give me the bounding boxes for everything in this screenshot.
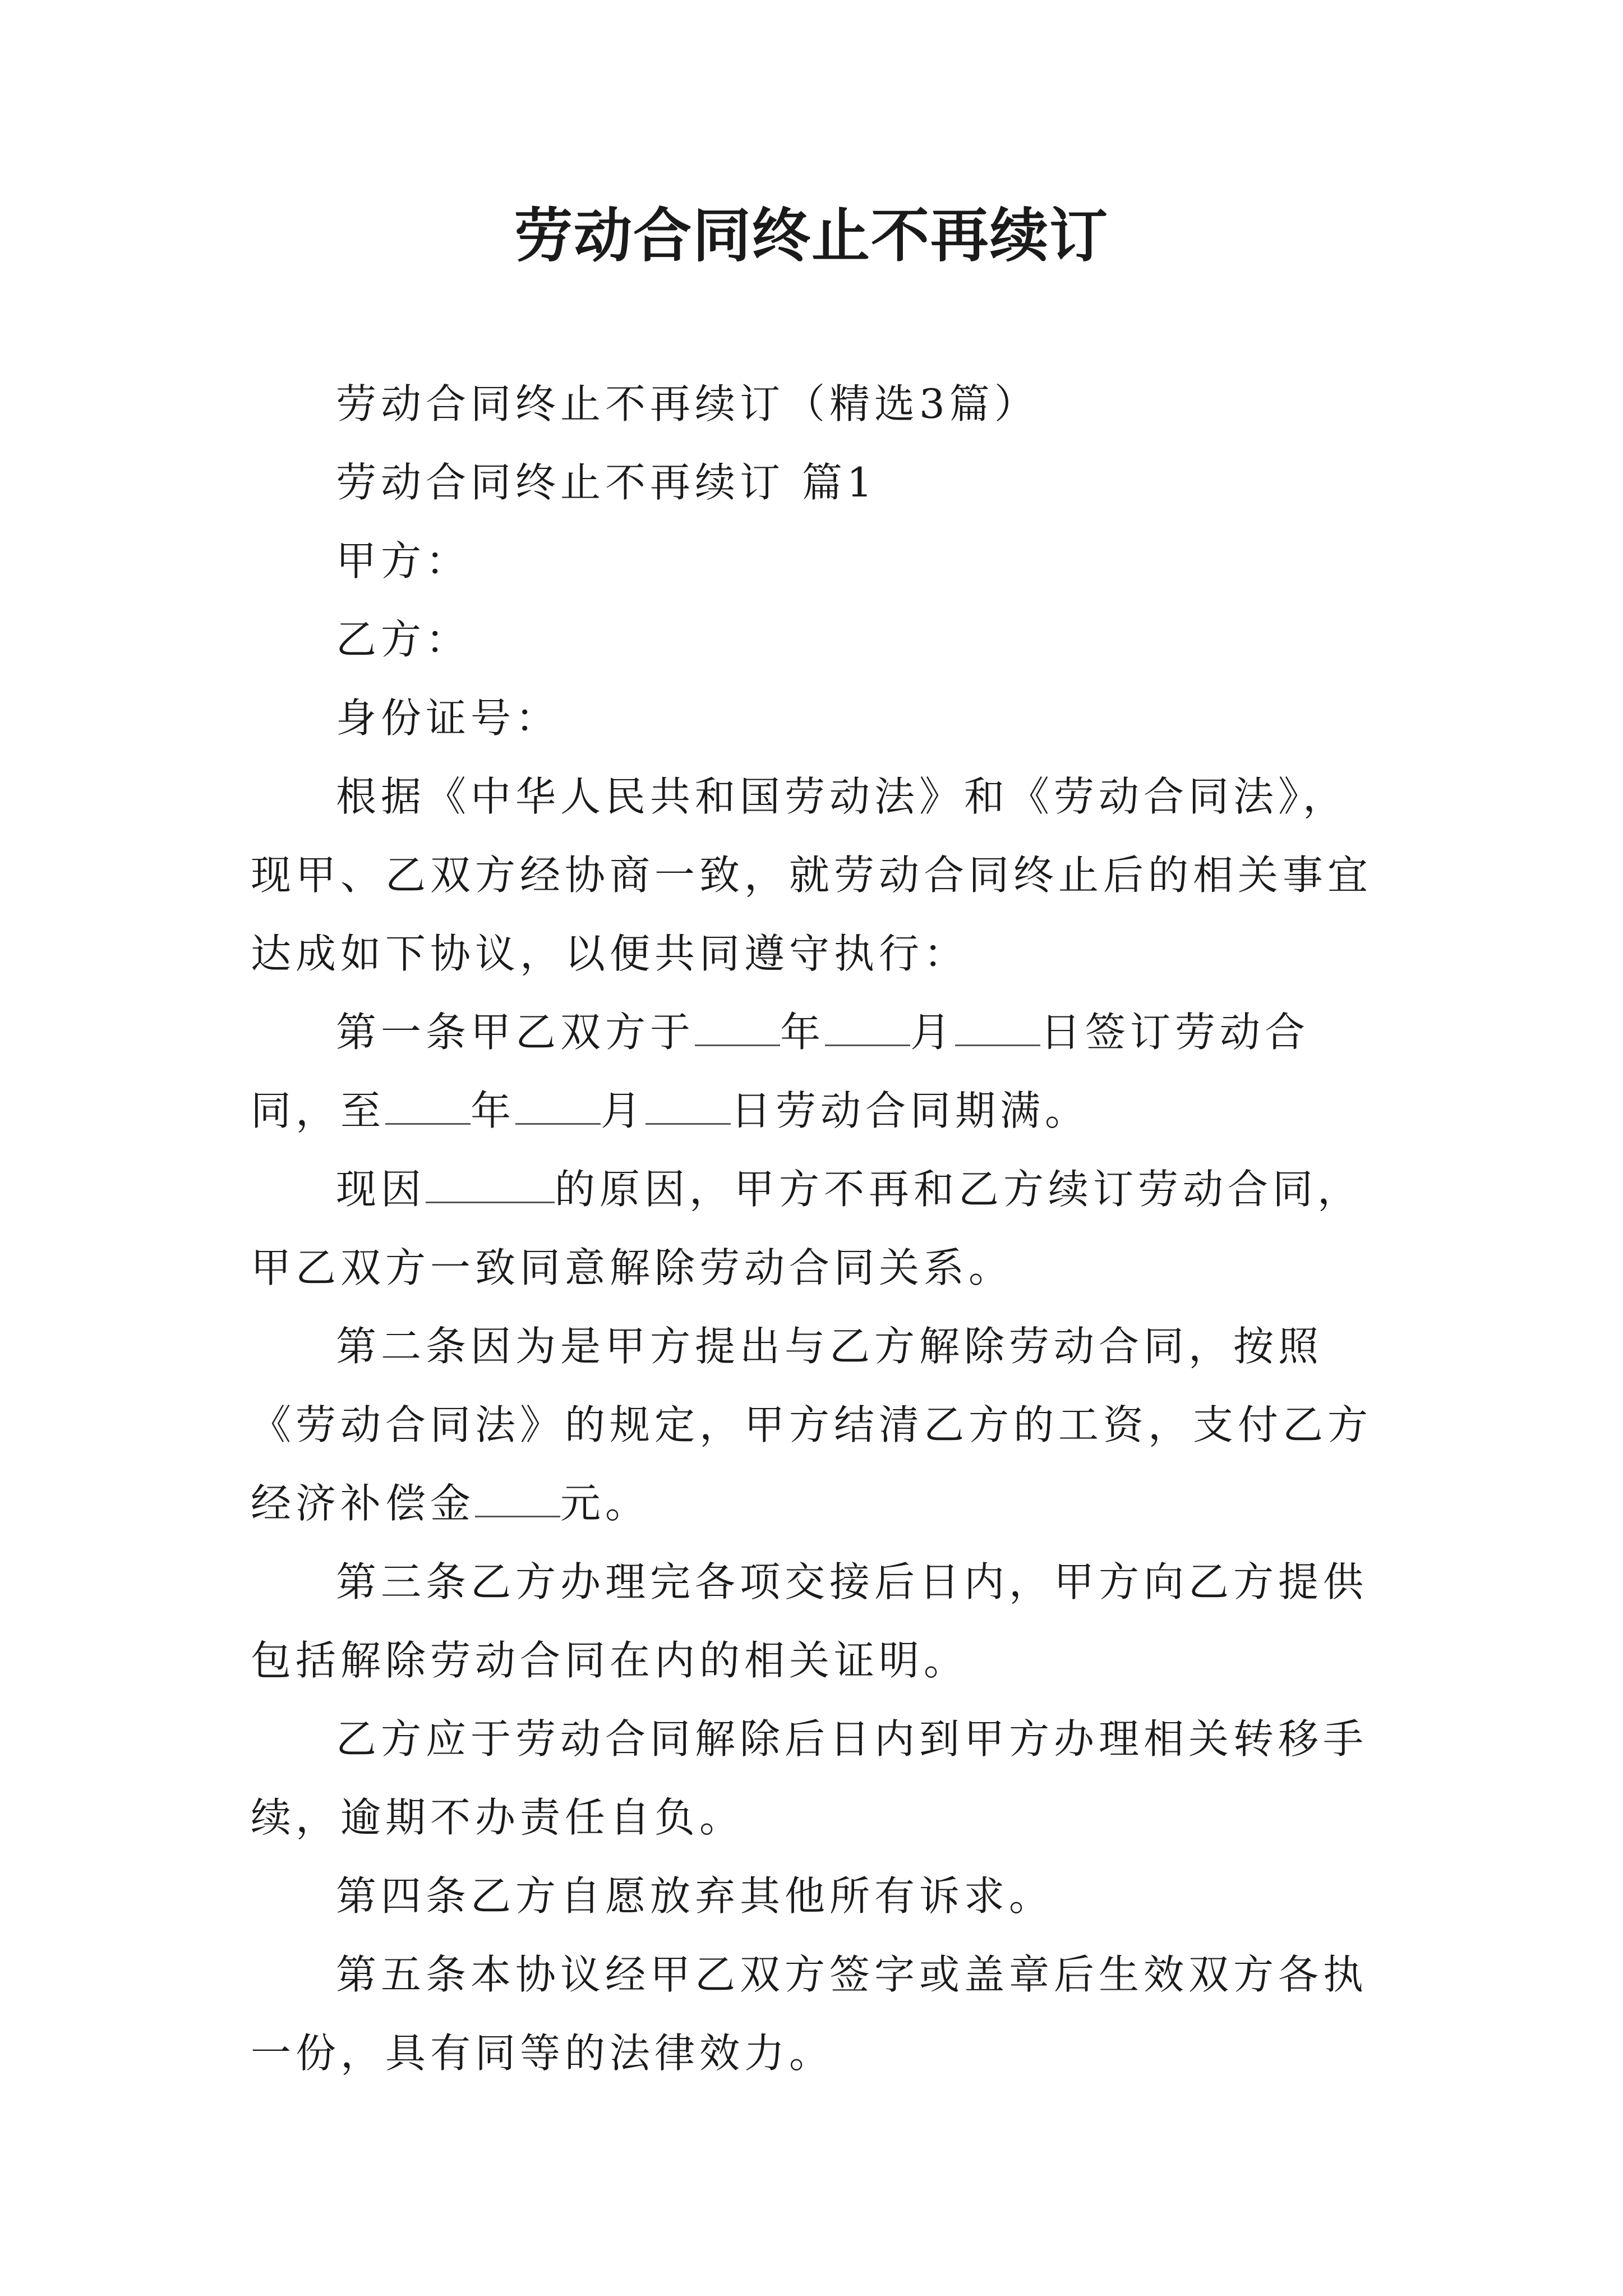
blank-field xyxy=(515,1089,601,1125)
article-4: 第四条乙方自愿放弃其他所有诉求。 xyxy=(336,1872,1054,1920)
article-3: 第三条乙方办理完各项交接后日内，甲方向乙方提供包括解除劳动合同在内的相关证明。 xyxy=(251,1558,1368,1684)
article-2-text: 第二条因为是甲方提出与乙方解除劳动合同，按照《劳动合同法》的规定，甲方结清乙方的工资，支付乙方经济补偿金 xyxy=(251,1323,1373,1527)
section-heading: 劳动合同终止不再续订 篇1 xyxy=(336,459,877,506)
blank-field xyxy=(475,1482,560,1517)
intro-paragraph: 根据《中华人民共和国劳动法》和《劳动合同法》，现甲、乙双方经协商一致，就劳动合同终止后的相关事宜达成如下协议，以便共同遵守执行： xyxy=(251,773,1373,977)
article-1-text: 日劳动合同期满。 xyxy=(731,1087,1090,1134)
blank-field xyxy=(825,1011,910,1046)
blank-field xyxy=(695,1011,780,1046)
article-1-text: 年 xyxy=(471,1087,516,1134)
article-1-text: 月 xyxy=(601,1087,646,1134)
article-1-text: 第一条甲乙双方于 xyxy=(336,1009,695,1056)
document-body xyxy=(251,365,1378,2092)
blank-field xyxy=(645,1089,731,1125)
article-1 xyxy=(251,993,1378,1150)
blank-field xyxy=(385,1089,471,1125)
article-1-text: 日签订劳动合同，至 xyxy=(251,1009,1310,1134)
article-2 xyxy=(251,1307,1378,1543)
article-2-text: 元。 xyxy=(560,1480,651,1527)
subtitle: 劳动合同终止不再续订（精选3篇） xyxy=(336,380,1039,427)
reason-paragraph xyxy=(251,1150,1378,1307)
article-5: 第五条本协议经甲乙双方签字或盖章后生效双方各执一份，具有同等的法律效力。 xyxy=(251,1951,1368,2077)
article-3-continued: 乙方应于劳动合同解除后日内到甲方办理相关转移手续，逾期不办责任自负。 xyxy=(251,1715,1368,1841)
party-b-label: 乙方： xyxy=(336,616,471,663)
reason-text: 的原因，甲方不再和乙方续订劳动合同，甲乙双方一致同意解除劳动合同关系。 xyxy=(251,1166,1363,1291)
article-1-text: 月 xyxy=(910,1009,956,1056)
blank-field xyxy=(955,1011,1040,1046)
reason-text: 现因 xyxy=(336,1166,426,1213)
article-1-text: 年 xyxy=(780,1009,826,1056)
document-title: 劳动合同终止不再续订 xyxy=(514,201,1109,270)
blank-field xyxy=(426,1168,555,1203)
id-number-label: 身份证号： xyxy=(336,694,561,742)
party-a-label: 甲方： xyxy=(336,537,471,585)
